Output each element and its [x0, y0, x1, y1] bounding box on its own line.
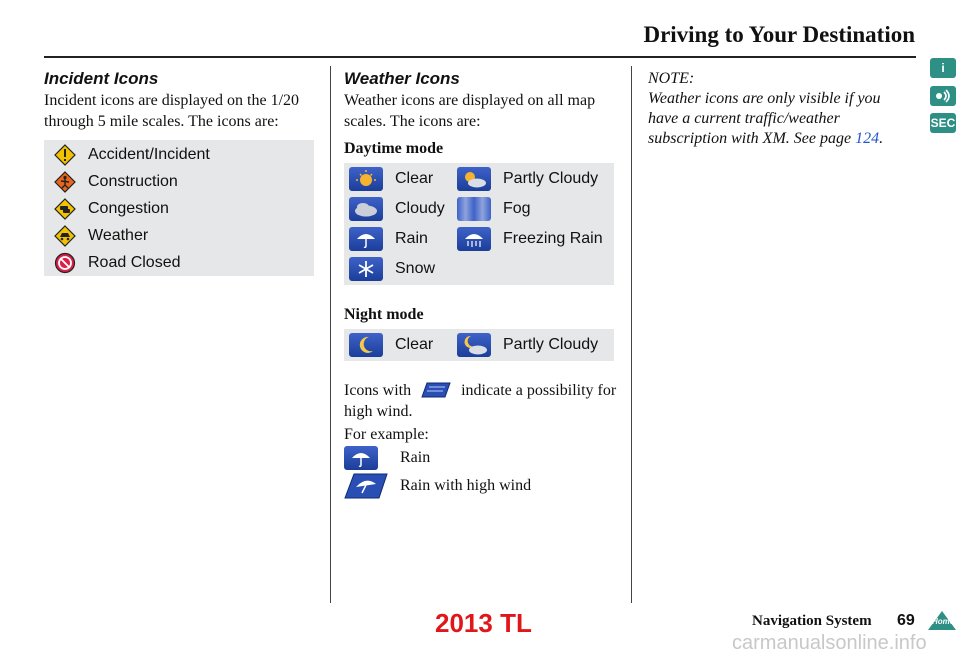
- weather-label: Snow: [395, 260, 436, 277]
- wind-badge-icon: [421, 382, 451, 398]
- example-label: Rain with high wind: [400, 477, 532, 494]
- wind-text-before: Icons with: [344, 382, 412, 399]
- list-item: [54, 171, 178, 193]
- umbrella-wind-icon: [344, 473, 388, 499]
- incident-label: Congestion: [88, 200, 169, 217]
- worker-icon: [54, 171, 76, 193]
- sec-icon[interactable]: SEC: [930, 113, 956, 133]
- column-divider-1: [330, 66, 331, 603]
- note-text: Weather icons are only visible if you have a current traffic/weather subscription with XM. See page: [648, 90, 881, 147]
- wind-explanation: [344, 380, 624, 422]
- sun-cloud-icon: [457, 167, 491, 191]
- sun-icon: [349, 167, 383, 191]
- weather-label: Cloudy: [395, 200, 445, 217]
- note-block: [648, 69, 898, 149]
- weather-intro: Weather icons are displayed on all map scales. The icons are:: [344, 92, 596, 130]
- example-heading: For example:: [344, 426, 429, 443]
- list-item: [457, 227, 603, 251]
- list-item: [457, 197, 531, 221]
- weather-heading: Weather Icons: [344, 69, 460, 88]
- list-item: [457, 333, 598, 357]
- weather-label: Fog: [503, 200, 531, 217]
- watermark: carmanualsonline.info: [732, 632, 927, 654]
- snowflake-icon: [349, 257, 383, 281]
- no-entry-icon: [54, 252, 76, 274]
- info-icon[interactable]: i: [930, 58, 956, 78]
- umbrella-icon: [344, 446, 378, 470]
- freezing-rain-icon: [457, 227, 491, 251]
- list-item: [54, 144, 210, 166]
- night-heading: Night mode: [344, 306, 424, 323]
- weather-label: Partly Cloudy: [503, 336, 599, 353]
- fog-icon: [457, 197, 491, 221]
- moon-cloud-icon: [457, 333, 491, 357]
- traffic-car-icon: [54, 198, 76, 220]
- list-item: [349, 227, 428, 251]
- incident-heading: Incident Icons: [44, 69, 159, 88]
- list-item: [349, 197, 445, 221]
- footer-section: Navigation System: [752, 613, 872, 629]
- car-weather-icon: [54, 225, 76, 247]
- page-number: 69: [897, 612, 915, 629]
- note-end: .: [879, 130, 884, 147]
- weather-label: Freezing Rain: [503, 230, 603, 247]
- example-label: Rain: [400, 449, 431, 466]
- list-item: [344, 446, 430, 470]
- weather-label: Clear: [395, 336, 434, 353]
- exclamation-icon: [54, 144, 76, 166]
- incident-label: Accident/Incident: [88, 146, 210, 163]
- list-item: [349, 167, 433, 191]
- weather-label: Partly Cloudy: [503, 170, 599, 187]
- moon-icon: [349, 333, 383, 357]
- daytime-icons-box: [344, 163, 614, 285]
- list-item: [54, 225, 148, 247]
- weather-label: Clear: [395, 170, 434, 187]
- list-item: [54, 198, 169, 220]
- header-divider: [44, 56, 916, 58]
- home-label: Home: [932, 617, 955, 626]
- incident-label: Road Closed: [88, 254, 181, 271]
- list-item: [457, 167, 598, 191]
- incident-label: Construction: [88, 173, 178, 190]
- incident-icons-box: [44, 140, 314, 276]
- list-item: [344, 473, 531, 499]
- incident-intro: Incident icons are displayed on the 1/20 through 5 mile scales. The icons are:: [44, 92, 300, 130]
- incident-label: Weather: [88, 227, 149, 244]
- night-icons-box: [344, 329, 614, 361]
- wind-text-after: indicate a possibility for high wind.: [344, 382, 617, 420]
- list-item: [349, 257, 435, 281]
- column-divider-2: [631, 66, 632, 603]
- list-item: [349, 333, 433, 357]
- cloud-icon: [349, 197, 383, 221]
- model-label: 2013 TL: [435, 608, 532, 638]
- voice-command-icon[interactable]: [930, 86, 956, 106]
- page-title: Driving to Your Destination: [643, 22, 915, 47]
- home-icon[interactable]: [926, 609, 958, 636]
- umbrella-icon: [349, 227, 383, 251]
- weather-label: Rain: [395, 230, 428, 247]
- note-label: NOTE:: [648, 70, 695, 87]
- daytime-heading: Daytime mode: [344, 140, 444, 157]
- list-item: [54, 252, 181, 274]
- page-link[interactable]: 124: [855, 130, 880, 147]
